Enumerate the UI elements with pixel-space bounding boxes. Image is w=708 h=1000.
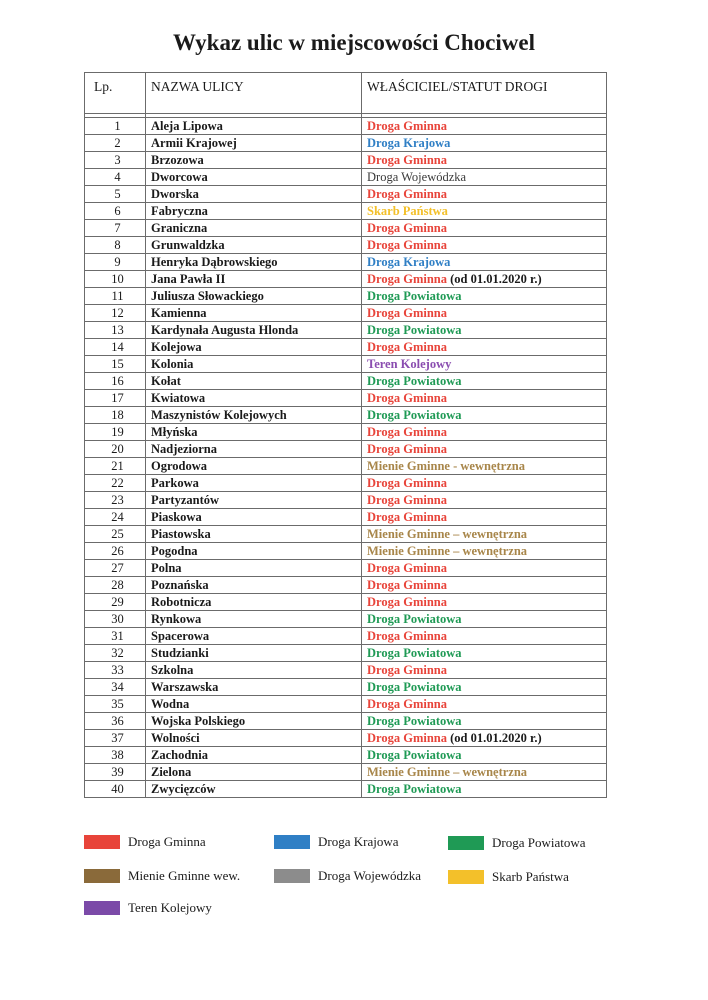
cell-street-name: Poznańska [146,577,362,594]
legend-swatch [448,870,484,884]
legend-item [448,835,586,851]
cell-lp: 1 [85,118,146,135]
status-label: Droga Gminna [367,595,447,609]
status-label: Mienie Gminne – wewnętrzna [367,527,528,541]
status-label: Droga Krajowa [367,136,451,150]
cell-owner-status [362,186,607,203]
status-label: Droga Powiatowa [367,646,462,660]
cell-street-name: Kołat [146,373,362,390]
table-row [85,577,607,594]
cell-lp: 40 [85,781,146,798]
cell-street-name: Robotnicza [146,594,362,611]
table-row [85,543,607,560]
cell-owner-status [362,356,607,373]
status-label: Droga Gminna [367,731,447,745]
cell-owner-status [362,373,607,390]
cell-lp: 6 [85,203,146,220]
cell-owner-status [362,764,607,781]
status-label: Droga Gminna [367,578,447,592]
cell-street-name: Jana Pawła II [146,271,362,288]
cell-lp: 16 [85,373,146,390]
cell-street-name: Kolejowa [146,339,362,356]
status-label: Droga Gminna [367,238,447,252]
cell-lp: 30 [85,611,146,628]
cell-street-name: Rynkowa [146,611,362,628]
cell-lp: 22 [85,475,146,492]
table-row [85,186,607,203]
legend-item [448,869,569,885]
cell-owner-status [362,543,607,560]
cell-street-name: Dworska [146,186,362,203]
legend-swatch [84,869,120,883]
legend-swatch [448,836,484,850]
table-row [85,628,607,645]
cell-street-name: Brzozowa [146,152,362,169]
cell-lp: 19 [85,424,146,441]
status-label: Droga Gminna [367,340,447,354]
table-row [85,764,607,781]
legend-label: Droga Powiatowa [492,835,586,850]
cell-owner-status [362,662,607,679]
header-street-name: NAZWA ULICY [146,73,362,114]
table-row [85,747,607,764]
table-row [85,271,607,288]
cell-street-name: Kwiatowa [146,390,362,407]
table-row [85,713,607,730]
status-label: Droga Gminna [367,697,447,711]
table-row [85,730,607,747]
cell-lp: 20 [85,441,146,458]
table-row [85,441,607,458]
table-header-row [85,73,607,114]
status-label: Droga Gminna [367,663,447,677]
cell-street-name: Kardynała Augusta Hlonda [146,322,362,339]
status-label: Droga Powiatowa [367,323,462,337]
status-label: Droga Gminna [367,442,447,456]
table-row [85,458,607,475]
status-label: Droga Gminna [367,153,447,167]
cell-lp: 3 [85,152,146,169]
cell-owner-status [362,390,607,407]
table-row [85,526,607,543]
cell-street-name: Aleja Lipowa [146,118,362,135]
legend-label: Mienie Gminne wew. [128,868,241,883]
table-row [85,407,607,424]
table-row [85,696,607,713]
cell-street-name: Polna [146,560,362,577]
table-row [85,679,607,696]
cell-owner-status [362,169,607,186]
legend-label: Droga Krajowa [318,834,399,849]
cell-street-name: Fabryczna [146,203,362,220]
cell-owner-status [362,628,607,645]
legend-swatch [274,869,310,883]
table-row [85,305,607,322]
status-label: Droga Powiatowa [367,748,462,762]
cell-street-name: Parkowa [146,475,362,492]
status-label: Droga Gminna [367,391,447,405]
table-row [85,781,607,798]
status-label: Droga Krajowa [367,255,451,269]
cell-owner-status [362,220,607,237]
cell-lp: 14 [85,339,146,356]
status-label: Droga Gminna [367,425,447,439]
cell-street-name: Kolonia [146,356,362,373]
table-row [85,509,607,526]
cell-lp: 27 [85,560,146,577]
cell-lp: 7 [85,220,146,237]
cell-owner-status [362,492,607,509]
cell-street-name: Wolności [146,730,362,747]
cell-lp: 18 [85,407,146,424]
cell-street-name: Kamienna [146,305,362,322]
cell-lp: 23 [85,492,146,509]
cell-owner-status [362,288,607,305]
status-label: Droga Powiatowa [367,374,462,388]
status-label: Droga Gminna [367,510,447,524]
table-row [85,288,607,305]
cell-street-name: Zachodnia [146,747,362,764]
cell-street-name: Partyzantów [146,492,362,509]
table-row [85,237,607,254]
table-row [85,373,607,390]
status-label: Teren Kolejowy [367,357,452,371]
status-label: Mienie Gminne – wewnętrzna [367,765,528,779]
cell-street-name: Piastowska [146,526,362,543]
status-label: Droga Gminna [367,187,447,201]
cell-lp: 2 [85,135,146,152]
cell-street-name: Ogrodowa [146,458,362,475]
cell-street-name: Wodna [146,696,362,713]
table-row [85,254,607,271]
cell-lp: 25 [85,526,146,543]
cell-owner-status [362,747,607,764]
cell-owner-status [362,696,607,713]
status-note: (od 01.01.2020 r.) [447,731,542,745]
table-row [85,118,607,135]
table-row [85,662,607,679]
cell-lp: 39 [85,764,146,781]
cell-lp: 29 [85,594,146,611]
cell-lp: 10 [85,271,146,288]
cell-owner-status [362,713,607,730]
status-label: Mienie Gminne - wewnętrzna [367,459,525,473]
status-label: Droga Powiatowa [367,612,462,626]
cell-owner-status [362,407,607,424]
cell-owner-status [362,679,607,696]
cell-street-name: Wojska Polskiego [146,713,362,730]
cell-owner-status [362,305,607,322]
cell-street-name: Maszynistów Kolejowych [146,407,362,424]
table-row [85,356,607,373]
cell-lp: 17 [85,390,146,407]
status-label: Mienie Gminne – wewnętrzna [367,544,528,558]
cell-lp: 21 [85,458,146,475]
cell-lp: 33 [85,662,146,679]
table-row [85,645,607,662]
cell-owner-status [362,645,607,662]
cell-owner-status [362,526,607,543]
cell-owner-status [362,509,607,526]
cell-lp: 26 [85,543,146,560]
cell-lp: 28 [85,577,146,594]
cell-street-name: Spacerowa [146,628,362,645]
cell-lp: 35 [85,696,146,713]
legend-item [84,868,240,884]
header-owner-status: WŁAŚCICIEL/STATUT DROGI [362,73,607,114]
cell-owner-status [362,730,607,747]
cell-lp: 5 [85,186,146,203]
table-row [85,594,607,611]
cell-lp: 13 [85,322,146,339]
table-row [85,611,607,628]
status-label: Droga Powiatowa [367,782,462,796]
table-row [85,220,607,237]
cell-owner-status [362,560,607,577]
header-lp: Lp. [85,73,146,114]
cell-lp: 12 [85,305,146,322]
status-note: (od 01.01.2020 r.) [447,272,542,286]
cell-lp: 8 [85,237,146,254]
legend-swatch [84,901,120,915]
cell-owner-status [362,322,607,339]
cell-street-name: Nadjeziorna [146,441,362,458]
status-label: Droga Gminna [367,629,447,643]
cell-street-name: Młyńska [146,424,362,441]
cell-owner-status [362,152,607,169]
legend-item [84,834,206,850]
legend-swatch [274,835,310,849]
table-row [85,339,607,356]
cell-lp: 15 [85,356,146,373]
cell-owner-status [362,203,607,220]
status-label: Droga Powiatowa [367,289,462,303]
table-row [85,322,607,339]
cell-lp: 9 [85,254,146,271]
cell-lp: 32 [85,645,146,662]
legend-swatch [84,835,120,849]
table-row [85,169,607,186]
cell-owner-status [362,594,607,611]
status-label: Droga Gminna [367,561,447,575]
cell-street-name: Graniczna [146,220,362,237]
cell-street-name: Zwycięzców [146,781,362,798]
streets-table [84,72,607,798]
table-row [85,492,607,509]
cell-owner-status [362,441,607,458]
table-row [85,152,607,169]
cell-street-name: Grunwaldzka [146,237,362,254]
cell-owner-status [362,135,607,152]
status-label: Droga Gminna [367,221,447,235]
cell-owner-status [362,271,607,288]
cell-owner-status [362,475,607,492]
cell-lp: 36 [85,713,146,730]
status-label: Droga Gminna [367,119,447,133]
cell-owner-status [362,339,607,356]
cell-owner-status [362,237,607,254]
status-label: Droga Powiatowa [367,714,462,728]
cell-street-name: Henryka Dąbrowskiego [146,254,362,271]
cell-lp: 31 [85,628,146,645]
cell-owner-status [362,781,607,798]
legend-item [274,834,399,850]
cell-lp: 34 [85,679,146,696]
cell-lp: 24 [85,509,146,526]
page-title: Wykaz ulic w miejscowości Chociwel [173,30,535,55]
cell-owner-status [362,254,607,271]
cell-lp: 37 [85,730,146,747]
status-label: Droga Gminna [367,476,447,490]
cell-owner-status [362,611,607,628]
table-row [85,424,607,441]
cell-owner-status [362,118,607,135]
legend-label: Skarb Państwa [492,869,569,884]
legend-label: Droga Gminna [128,834,206,849]
status-label: Droga Wojewódzka [367,170,467,184]
table-row [85,390,607,407]
status-label: Skarb Państwa [367,204,448,218]
legend-label: Teren Kolejowy [128,900,212,915]
cell-lp: 11 [85,288,146,305]
table-row [85,203,607,220]
legend-item [274,868,421,884]
cell-lp: 38 [85,747,146,764]
cell-street-name: Warszawska [146,679,362,696]
cell-owner-status [362,458,607,475]
status-label: Droga Powiatowa [367,680,462,694]
status-label: Droga Gminna [367,493,447,507]
status-label: Droga Gminna [367,272,447,286]
cell-street-name: Dworcowa [146,169,362,186]
table-row [85,135,607,152]
table-row [85,560,607,577]
cell-lp: 4 [85,169,146,186]
cell-street-name: Juliusza Słowackiego [146,288,362,305]
cell-owner-status [362,577,607,594]
cell-street-name: Studzianki [146,645,362,662]
table-row [85,475,607,492]
status-label: Droga Gminna [367,306,447,320]
cell-street-name: Armii Krajowej [146,135,362,152]
cell-street-name: Szkolna [146,662,362,679]
cell-owner-status [362,424,607,441]
legend-item [84,900,212,916]
cell-street-name: Zielona [146,764,362,781]
legend-label: Droga Wojewódzka [318,868,422,883]
cell-street-name: Pogodna [146,543,362,560]
status-label: Droga Powiatowa [367,408,462,422]
cell-street-name: Piaskowa [146,509,362,526]
